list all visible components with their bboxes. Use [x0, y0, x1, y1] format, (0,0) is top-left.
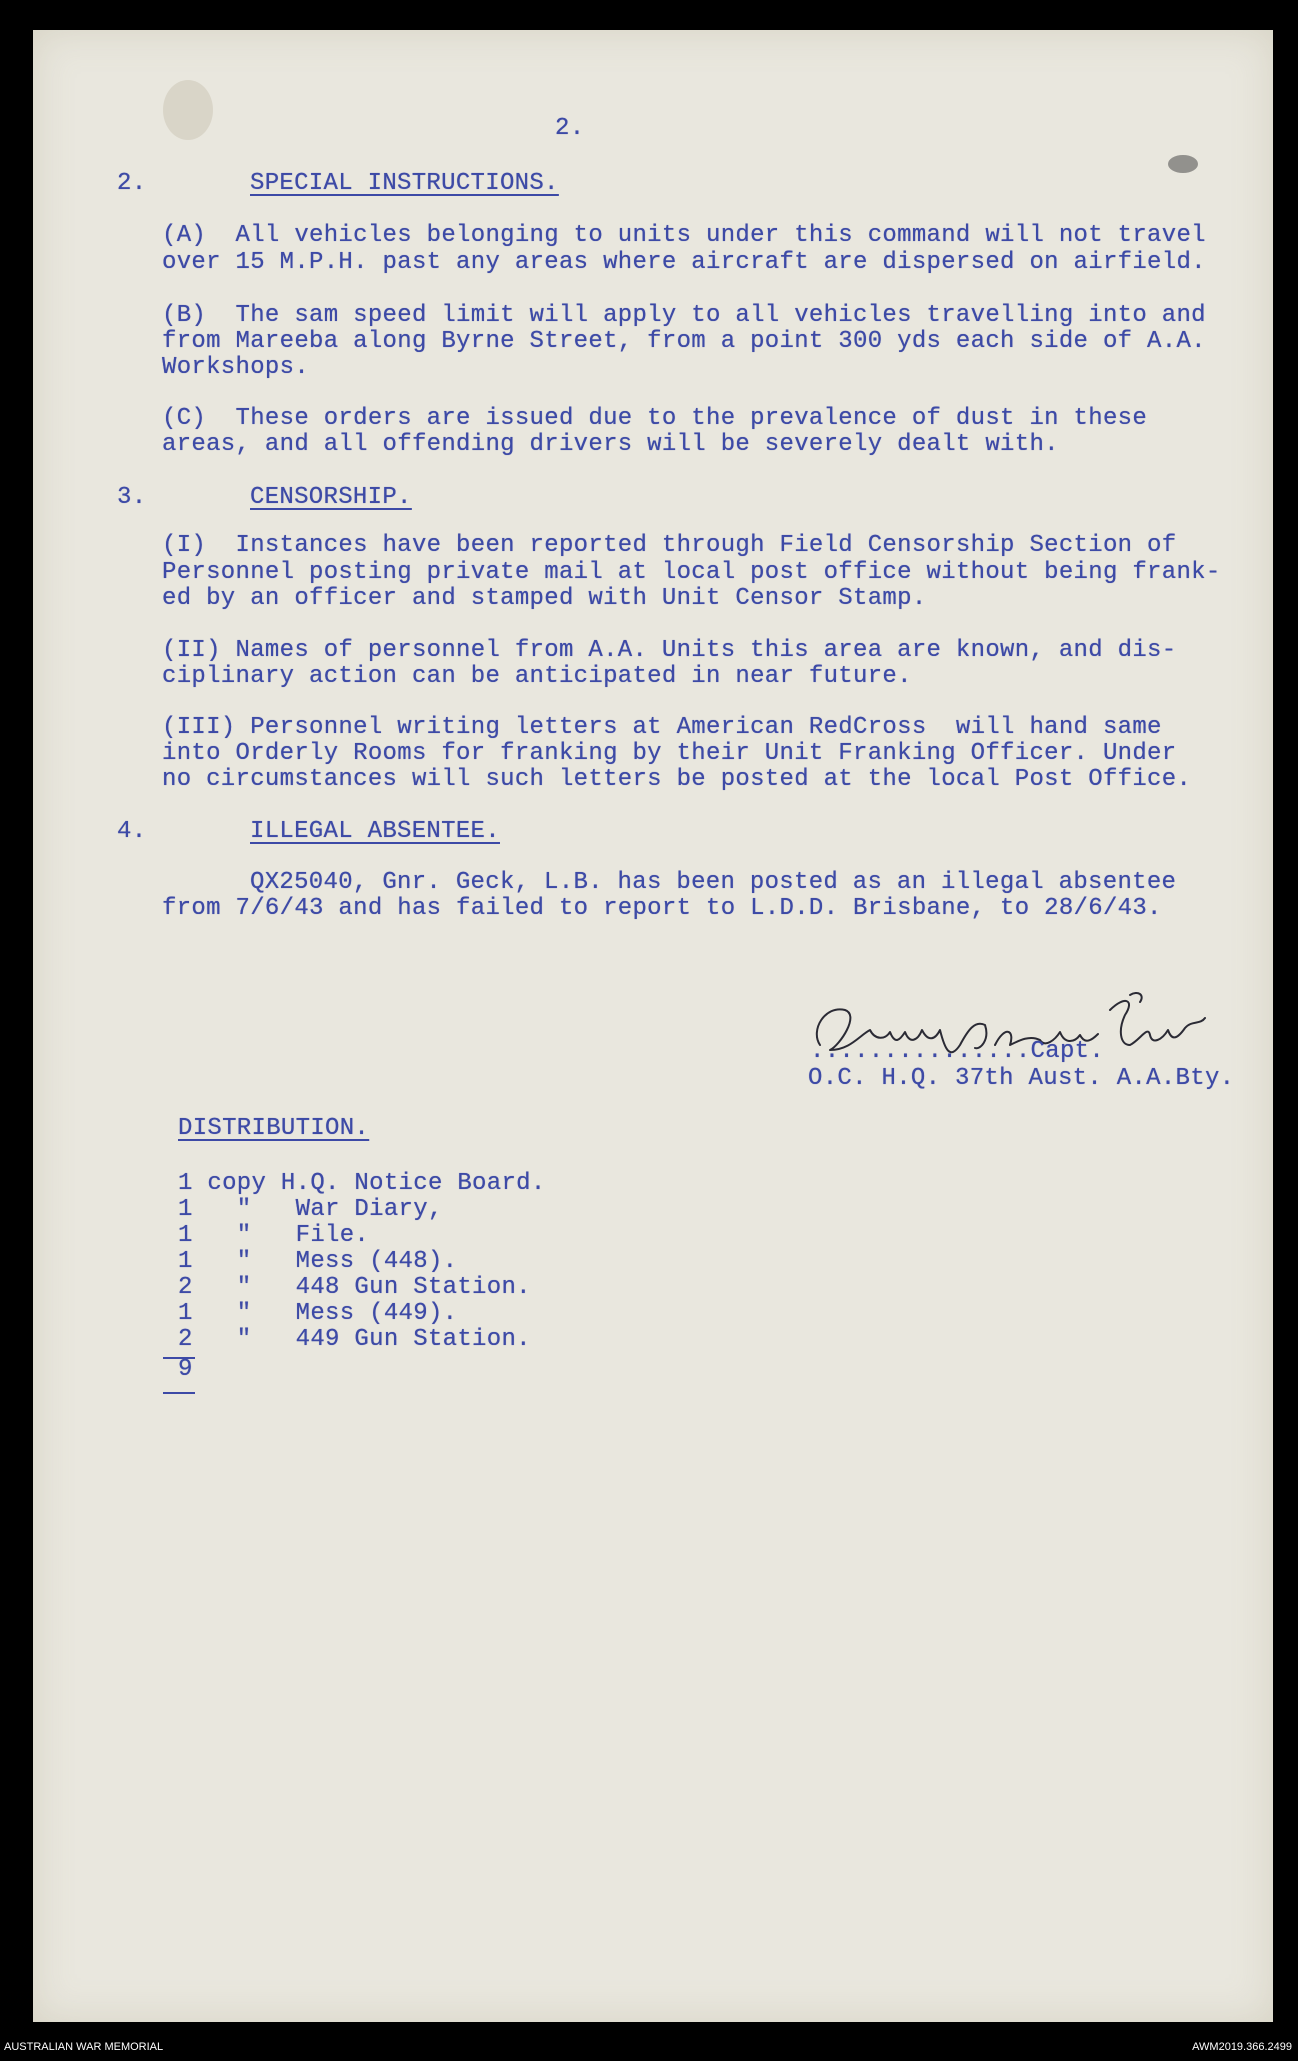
paragraph-line: (II) Names of personnel from A.A. Units this area are known, and dis-	[162, 637, 1177, 664]
paragraph-line: areas, and all offending drivers will be severely dealt with.	[162, 431, 1059, 458]
paragraph-line: Personnel posting private mail at local post office without being frank-	[162, 559, 1221, 586]
paper-mark	[1168, 155, 1198, 173]
signature-title: O.C. H.Q. 37th Aust. A.A.Bty.	[808, 1065, 1235, 1092]
paragraph-line: (C) These orders are issued due to the prevalence of dust in these	[162, 405, 1148, 432]
signature-rank-line: ...............Capt.	[810, 1038, 1105, 1065]
distribution-row: 1 " Mess (449).	[178, 1300, 458, 1327]
paragraph-line: ed by an officer and stamped with Unit Censor Stamp.	[162, 585, 927, 612]
section-number: 3.	[117, 484, 147, 511]
paragraph-line: from 7/6/43 and has failed to report to L.D.D. Brisbane, to 28/6/43.	[162, 895, 1162, 922]
paragraph-line: (III) Personnel writing letters at American RedCross will hand same	[162, 714, 1162, 741]
paragraph-line: over 15 M.P.H. past any areas where aircraft are dispersed on airfield.	[162, 249, 1206, 276]
paper-stain	[163, 80, 213, 140]
paragraph-line: Workshops.	[162, 354, 310, 381]
section-number: 2.	[117, 170, 147, 197]
section-title: CENSORSHIP.	[250, 484, 412, 511]
footer-source: AUSTRALIAN WAR MEMORIAL	[4, 2041, 164, 2053]
footer-id: AWM2019.366.2499	[1192, 2041, 1292, 2053]
paragraph-line: (I) Instances have been reported through Field Censorship Section of	[162, 532, 1177, 559]
distribution-row: 1 " Mess (448).	[178, 1248, 458, 1275]
distribution-row: 1 copy H.Q. Notice Board.	[178, 1170, 546, 1197]
paragraph-line: QX25040, Gnr. Geck, L.B. has been posted as an illegal absentee	[250, 869, 1177, 896]
distribution-title: DISTRIBUTION.	[178, 1115, 370, 1142]
paragraph-line: (B) The sam speed limit will apply to all vehicles travelling into and	[162, 302, 1206, 329]
section-title: ILLEGAL ABSENTEE.	[250, 818, 500, 845]
paragraph-line: (A) All vehicles belonging to units under this command will not travel	[162, 222, 1206, 249]
section-number: 4.	[117, 818, 147, 845]
distribution-total: 9	[178, 1356, 193, 1383]
page-number: 2.	[555, 115, 585, 142]
section-title: SPECIAL INSTRUCTIONS.	[250, 170, 559, 197]
paragraph-line: into Orderly Rooms for franking by their Unit Franking Officer. Under	[162, 740, 1177, 767]
paragraph-line: no circumstances will such letters be posted at the local Post Office.	[162, 766, 1192, 793]
paragraph-line: ciplinary action can be anticipated in near future.	[162, 663, 912, 690]
distribution-row: 1 " War Diary,	[178, 1196, 443, 1223]
paragraph-line: from Mareeba along Byrne Street, from a point 300 yds each side of A.A.	[162, 328, 1206, 355]
distribution-row: 1 " File.	[178, 1222, 370, 1249]
distribution-row: 2 " 448 Gun Station.	[178, 1274, 531, 1301]
distribution-row: 2 " 449 Gun Station.	[178, 1326, 531, 1353]
total-rule-bottom	[163, 1392, 195, 1394]
